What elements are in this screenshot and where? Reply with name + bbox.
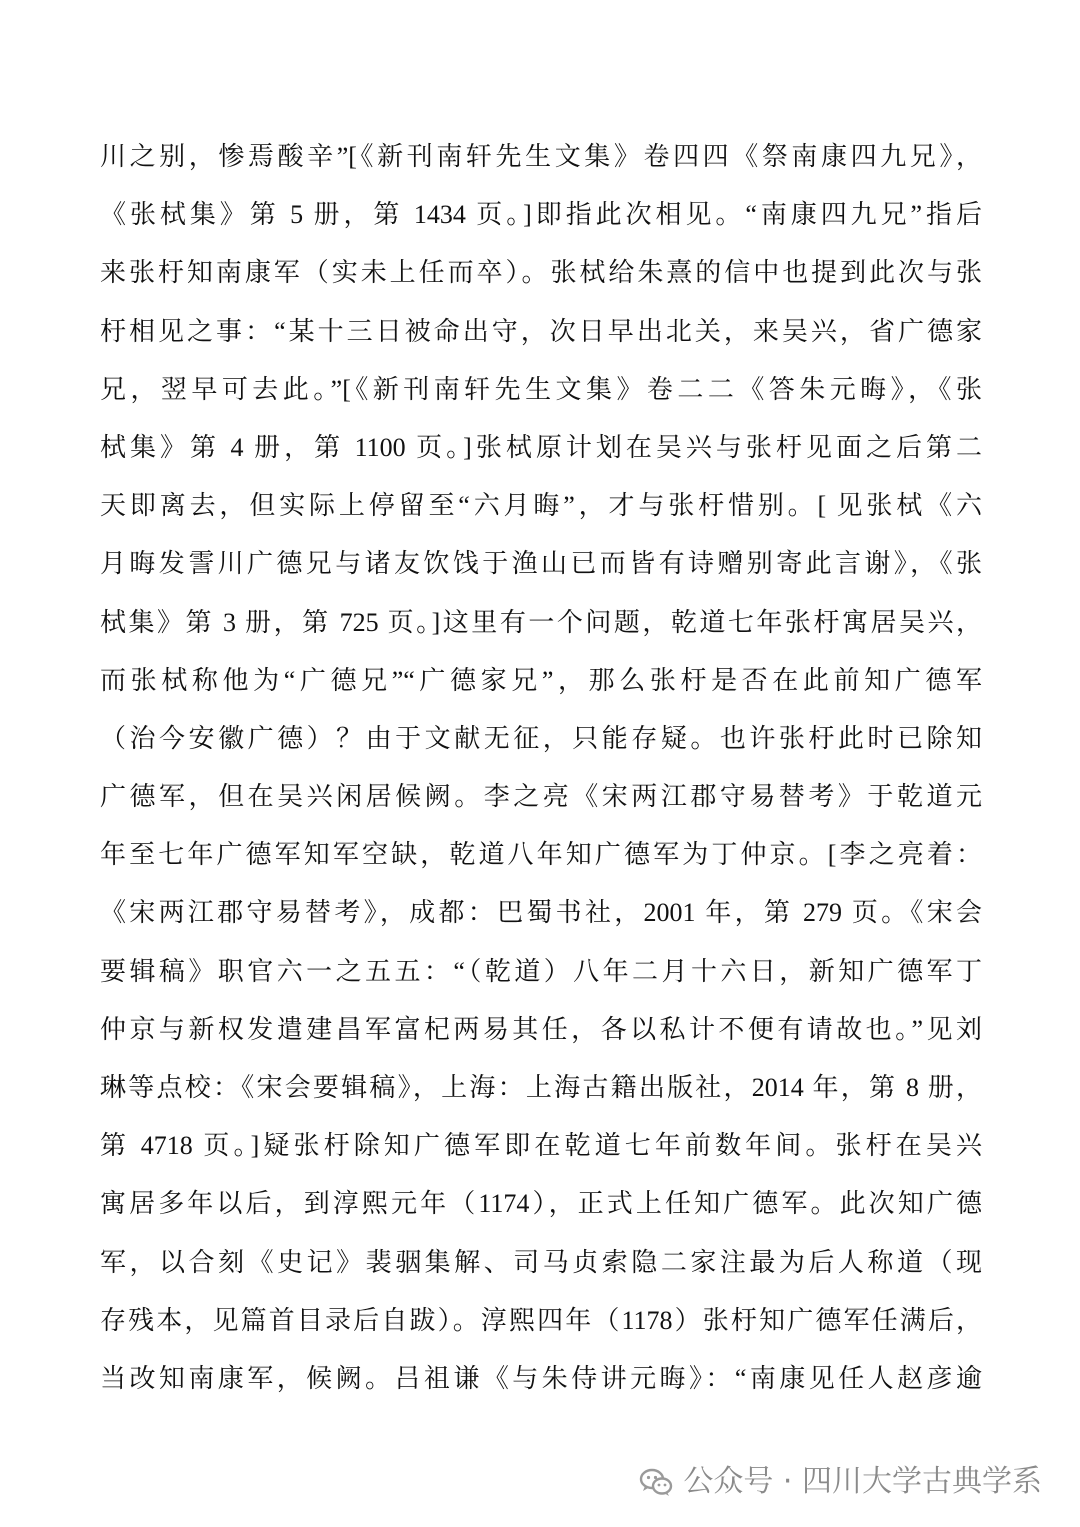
- text-line: 而张栻称他为“广德兄”“广德家兄”，那么张杅是否在此前知广德军: [100, 665, 982, 695]
- text-line: 《张栻集》第 5 册，第 1434 页。]即指此次相见。“南康四九兄”指后: [100, 200, 982, 230]
- text-line: 天即离去，但实际上停留至“六月晦”，才与张杅惜别。[ 见张栻《六: [100, 491, 982, 521]
- text-line: 《宋两江郡守易替考》，成都：巴蜀书社，2001 年，第 279 页。《宋会: [100, 898, 982, 928]
- watermark-text: 公众号 · 四川大学古典学系: [683, 1464, 1042, 1499]
- text-line: 月晦发霅川广德兄与诸友饮饯于渔山已而皆有诗赠别寄此言谢》，《张: [100, 549, 982, 579]
- text-line: 栻集》第 4 册，第 1100 页。]张栻原计划在吴兴与张杅见面之后第二: [100, 432, 982, 462]
- text-line: 寓居多年以后，到淳熙元年（1174），正式上任知广德军。此次知广德: [100, 1189, 982, 1219]
- text-line: 栻集》第 3 册，第 725 页。]这里有一个问题，乾道七年张杅寓居吴兴，: [100, 607, 982, 637]
- document-body: [100, 128, 982, 1408]
- text-line: 琳等点校：《宋会要辑稿》，上海：上海古籍出版社，2014 年，第 8 册，: [100, 1073, 982, 1102]
- text-line: 兄，翌早可去此。”[《新刊南轩先生文集》卷二二《答朱元晦》，《张: [100, 374, 982, 404]
- text-line: 第 4718 页。]疑张杅除知广德军即在乾道七年前数年间。张杅在吴兴: [100, 1131, 982, 1161]
- text-line: 杅相见之事：“某十三日被命出守，次日早出北关，来吴兴，省广德家: [100, 316, 982, 346]
- watermark: [639, 1462, 1042, 1502]
- text-line: 仲京与新权发遣建昌军富杞两易其任，各以私计不便有请故也。”见刘: [100, 1014, 982, 1044]
- text-line: 广德军，但在吴兴闲居候阙。李之亮《宋两江郡守易替考》于乾道元: [100, 782, 982, 812]
- text-line: 川之别，惨焉酸辛”[《新刊南轩先生文集》卷四四《祭南康四九兄》，: [100, 142, 982, 171]
- text-line: 年至七年广德军知军空缺，乾道八年知广德军为丁仲京。[李之亮着：: [100, 840, 982, 870]
- text-line: 存残本，见篇首目录后自跋）。淳熙四年（1178）张杅知广德军任满后，: [100, 1305, 982, 1335]
- text-line: （治今安徽广德）？由于文献无征，只能存疑。也许张杅此时已除知: [100, 723, 982, 753]
- text-line: 军，以合刻《史记》裴骃集解、司马贞索隐二家注最为后人称道（现: [100, 1247, 982, 1277]
- text-line: 来张杅知南康军（实未上任而卒）。张栻给朱熹的信中也提到此次与张: [100, 258, 982, 288]
- text-line: 当改知南康军，候阙。吕祖谦《与朱侍讲元晦》：“南康见任人赵彦逾: [100, 1363, 982, 1393]
- wechat-icon: [639, 1465, 673, 1499]
- text-line: 要辑稿》职官六一之五五：“（乾道）八年二月十六日，新知广德军丁: [100, 956, 982, 986]
